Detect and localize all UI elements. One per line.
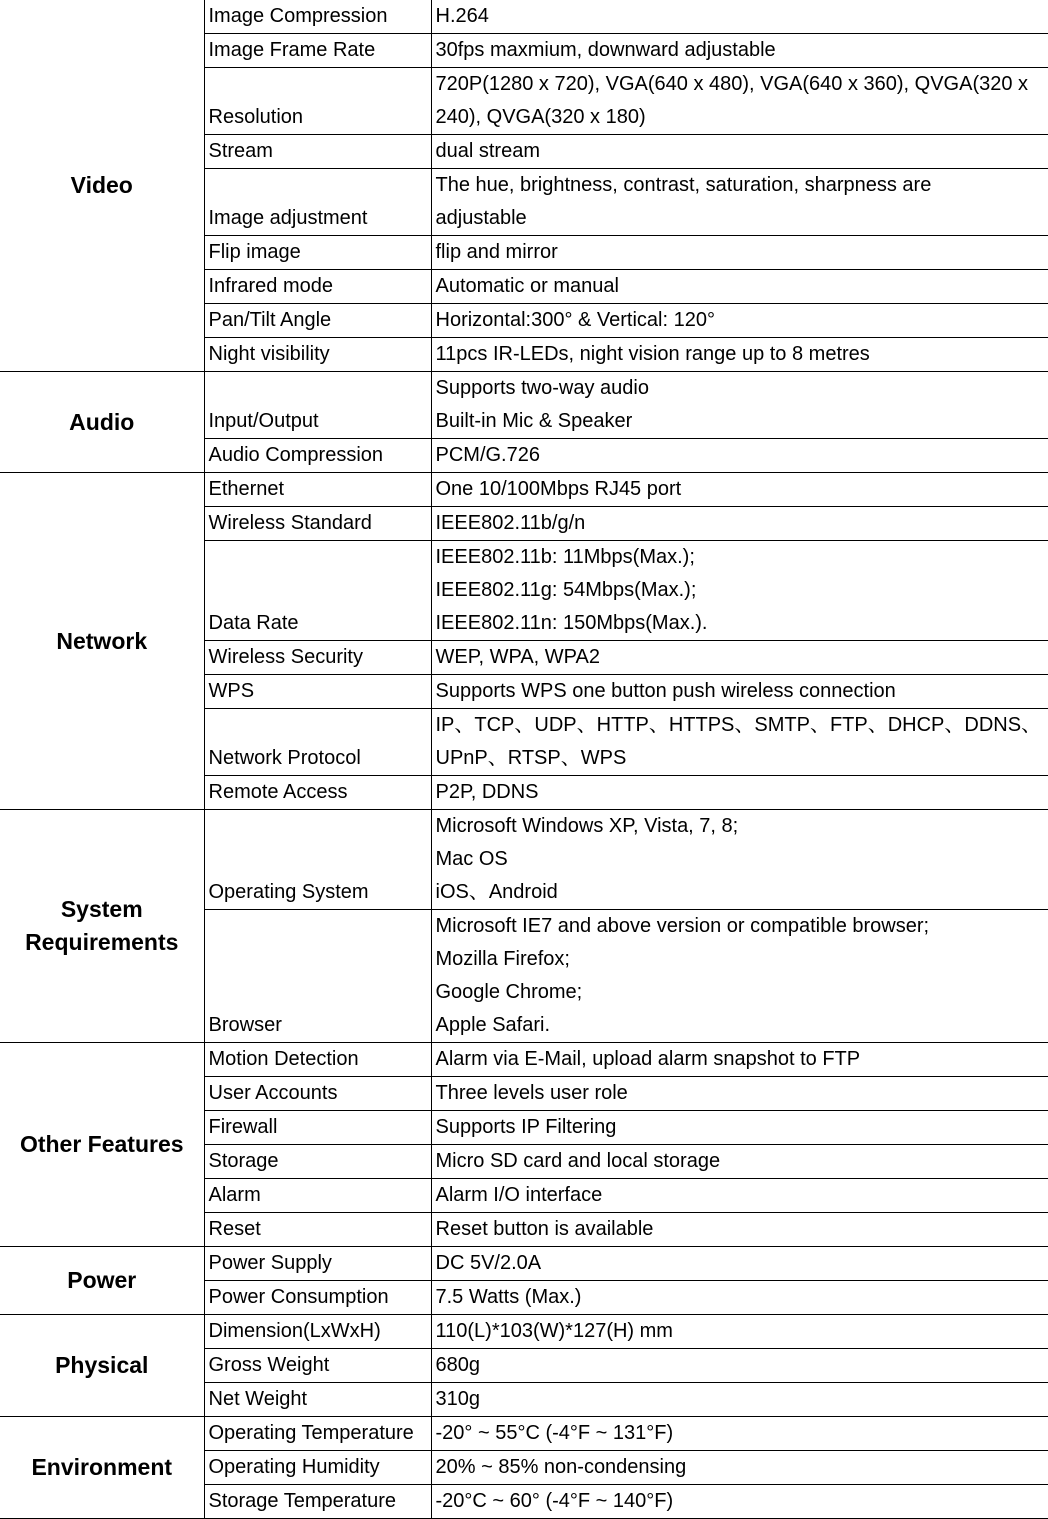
value-line: 7.5 Watts (Max.)	[436, 1281, 1048, 1314]
value-line: 720P(1280 x 720), VGA(640 x 480), VGA(640 x 360), QVGA(320 x	[436, 68, 1048, 101]
feature-value	[431, 1043, 1048, 1077]
value-line: adjustable	[436, 202, 1048, 235]
feature-value	[431, 910, 1048, 1043]
category-label: System Requirements	[0, 810, 204, 1043]
spec-row	[0, 1043, 1048, 1077]
feature-label: Storage Temperature	[204, 1485, 431, 1519]
value-line: -20°C ~ 60° (-4°F ~ 140°F)	[436, 1485, 1048, 1518]
feature-label: Operating System	[204, 810, 431, 910]
value-line: WEP, WPA, WPA2	[436, 641, 1048, 674]
feature-value	[431, 507, 1048, 541]
value-line: Microsoft Windows XP, Vista, 7, 8;	[436, 810, 1048, 843]
feature-label: Resolution	[204, 68, 431, 135]
feature-value	[431, 270, 1048, 304]
value-line: -20° ~ 55°C (-4°F ~ 131°F)	[436, 1417, 1048, 1450]
feature-label: Image adjustment	[204, 169, 431, 236]
value-line: Supports IP Filtering	[436, 1111, 1048, 1144]
feature-value	[431, 34, 1048, 68]
feature-label: Flip image	[204, 236, 431, 270]
value-line: Supports two-way audio	[436, 372, 1048, 405]
value-line: 30fps maxmium, downward adjustable	[436, 34, 1048, 67]
spec-row	[0, 0, 1048, 34]
feature-value	[431, 810, 1048, 910]
feature-value	[431, 1417, 1048, 1451]
feature-value	[431, 135, 1048, 169]
value-line: PCM/G.726	[436, 439, 1048, 472]
value-line: The hue, brightness, contrast, saturation, sharpness are	[436, 169, 1048, 202]
feature-label: Remote Access	[204, 776, 431, 810]
value-line: Three levels user role	[436, 1077, 1048, 1110]
feature-value	[431, 68, 1048, 135]
feature-label: Image Frame Rate	[204, 34, 431, 68]
feature-label: Ethernet	[204, 473, 431, 507]
value-line: dual stream	[436, 135, 1048, 168]
value-line: IEEE802.11b: 11Mbps(Max.);	[436, 541, 1048, 574]
feature-value	[431, 1213, 1048, 1247]
feature-value	[431, 709, 1048, 776]
category-label: Environment	[0, 1417, 204, 1519]
feature-value	[431, 1451, 1048, 1485]
feature-value	[431, 1349, 1048, 1383]
feature-value	[431, 1383, 1048, 1417]
feature-label: Input/Output	[204, 372, 431, 439]
feature-value	[431, 338, 1048, 372]
feature-value	[431, 439, 1048, 473]
feature-value	[431, 1179, 1048, 1213]
feature-label: Operating Temperature	[204, 1417, 431, 1451]
value-line: Supports WPS one button push wireless connection	[436, 675, 1048, 708]
feature-value	[431, 0, 1048, 34]
value-line: IEEE802.11g: 54Mbps(Max.);	[436, 574, 1048, 607]
value-line: flip and mirror	[436, 236, 1048, 269]
category-label: Audio	[0, 372, 204, 473]
feature-value	[431, 641, 1048, 675]
category-label: Network	[0, 473, 204, 810]
category-label: Other Features	[0, 1043, 204, 1247]
feature-label: Data Rate	[204, 541, 431, 641]
spec-row	[0, 1247, 1048, 1281]
feature-label: Browser	[204, 910, 431, 1043]
feature-value	[431, 541, 1048, 641]
feature-label: Storage	[204, 1145, 431, 1179]
value-line: One 10/100Mbps RJ45 port	[436, 473, 1048, 506]
spec-row	[0, 1417, 1048, 1451]
feature-value	[431, 776, 1048, 810]
feature-label: Image Compression	[204, 0, 431, 34]
feature-label: Dimension(LxWxH)	[204, 1315, 431, 1349]
feature-label: Power Consumption	[204, 1281, 431, 1315]
value-line: Apple Safari.	[436, 1009, 1048, 1042]
feature-label: User Accounts	[204, 1077, 431, 1111]
feature-label: Motion Detection	[204, 1043, 431, 1077]
value-line: Automatic or manual	[436, 270, 1048, 303]
value-line: IP、TCP、UDP、HTTP、HTTPS、SMTP、FTP、DHCP、DDNS、	[436, 709, 1048, 742]
value-line: 310g	[436, 1383, 1048, 1416]
feature-label: Night visibility	[204, 338, 431, 372]
value-line: DC 5V/2.0A	[436, 1247, 1048, 1280]
feature-label: Power Supply	[204, 1247, 431, 1281]
spec-row	[0, 810, 1048, 910]
spec-row	[0, 473, 1048, 507]
value-line: P2P, DDNS	[436, 776, 1048, 809]
feature-value	[431, 1281, 1048, 1315]
value-line: iOS、Android	[436, 876, 1048, 909]
feature-value	[431, 372, 1048, 439]
spec-row	[0, 1315, 1048, 1349]
value-line: Mozilla Firefox;	[436, 943, 1048, 976]
feature-value	[431, 1315, 1048, 1349]
feature-value	[431, 675, 1048, 709]
value-line: IEEE802.11n: 150Mbps(Max.).	[436, 607, 1048, 640]
value-line: 20% ~ 85% non-condensing	[436, 1451, 1048, 1484]
feature-label: Net Weight	[204, 1383, 431, 1417]
feature-value	[431, 236, 1048, 270]
value-line: Horizontal:300° & Vertical: 120°	[436, 304, 1048, 337]
feature-label: Alarm	[204, 1179, 431, 1213]
value-line: H.264	[436, 0, 1048, 33]
feature-label: Gross Weight	[204, 1349, 431, 1383]
value-line: 240), QVGA(320 x 180)	[436, 101, 1048, 134]
feature-value	[431, 1247, 1048, 1281]
value-line: Alarm via E-Mail, upload alarm snapshot to FTP	[436, 1043, 1048, 1076]
feature-label: Operating Humidity	[204, 1451, 431, 1485]
feature-label: Pan/Tilt Angle	[204, 304, 431, 338]
value-line: IEEE802.11b/g/n	[436, 507, 1048, 540]
value-line: Micro SD card and local storage	[436, 1145, 1048, 1178]
value-line: 680g	[436, 1349, 1048, 1382]
value-line: Mac OS	[436, 843, 1048, 876]
category-label: Power	[0, 1247, 204, 1315]
value-line: Microsoft IE7 and above version or compatible browser;	[436, 910, 1048, 943]
feature-label: WPS	[204, 675, 431, 709]
category-label: Video	[0, 0, 204, 372]
value-line: 110(L)*103(W)*127(H) mm	[436, 1315, 1048, 1348]
feature-value	[431, 1485, 1048, 1519]
feature-value	[431, 304, 1048, 338]
feature-label: Wireless Security	[204, 641, 431, 675]
value-line: Built-in Mic & Speaker	[436, 405, 1048, 438]
spec-row	[0, 372, 1048, 439]
category-label: Physical	[0, 1315, 204, 1417]
value-line: UPnP、RTSP、WPS	[436, 742, 1048, 775]
value-line: Reset button is available	[436, 1213, 1048, 1246]
feature-label: Audio Compression	[204, 439, 431, 473]
value-line: Alarm I/O interface	[436, 1179, 1048, 1212]
feature-label: Infrared mode	[204, 270, 431, 304]
feature-label: Firewall	[204, 1111, 431, 1145]
feature-value	[431, 1145, 1048, 1179]
feature-label: Wireless Standard	[204, 507, 431, 541]
feature-value	[431, 1077, 1048, 1111]
feature-value	[431, 473, 1048, 507]
value-line: Google Chrome;	[436, 976, 1048, 1009]
feature-value	[431, 1111, 1048, 1145]
value-line: 11pcs IR-LEDs, night vision range up to 8 metres	[436, 338, 1048, 371]
feature-value	[431, 169, 1048, 236]
feature-label: Network Protocol	[204, 709, 431, 776]
feature-label: Reset	[204, 1213, 431, 1247]
feature-label: Stream	[204, 135, 431, 169]
